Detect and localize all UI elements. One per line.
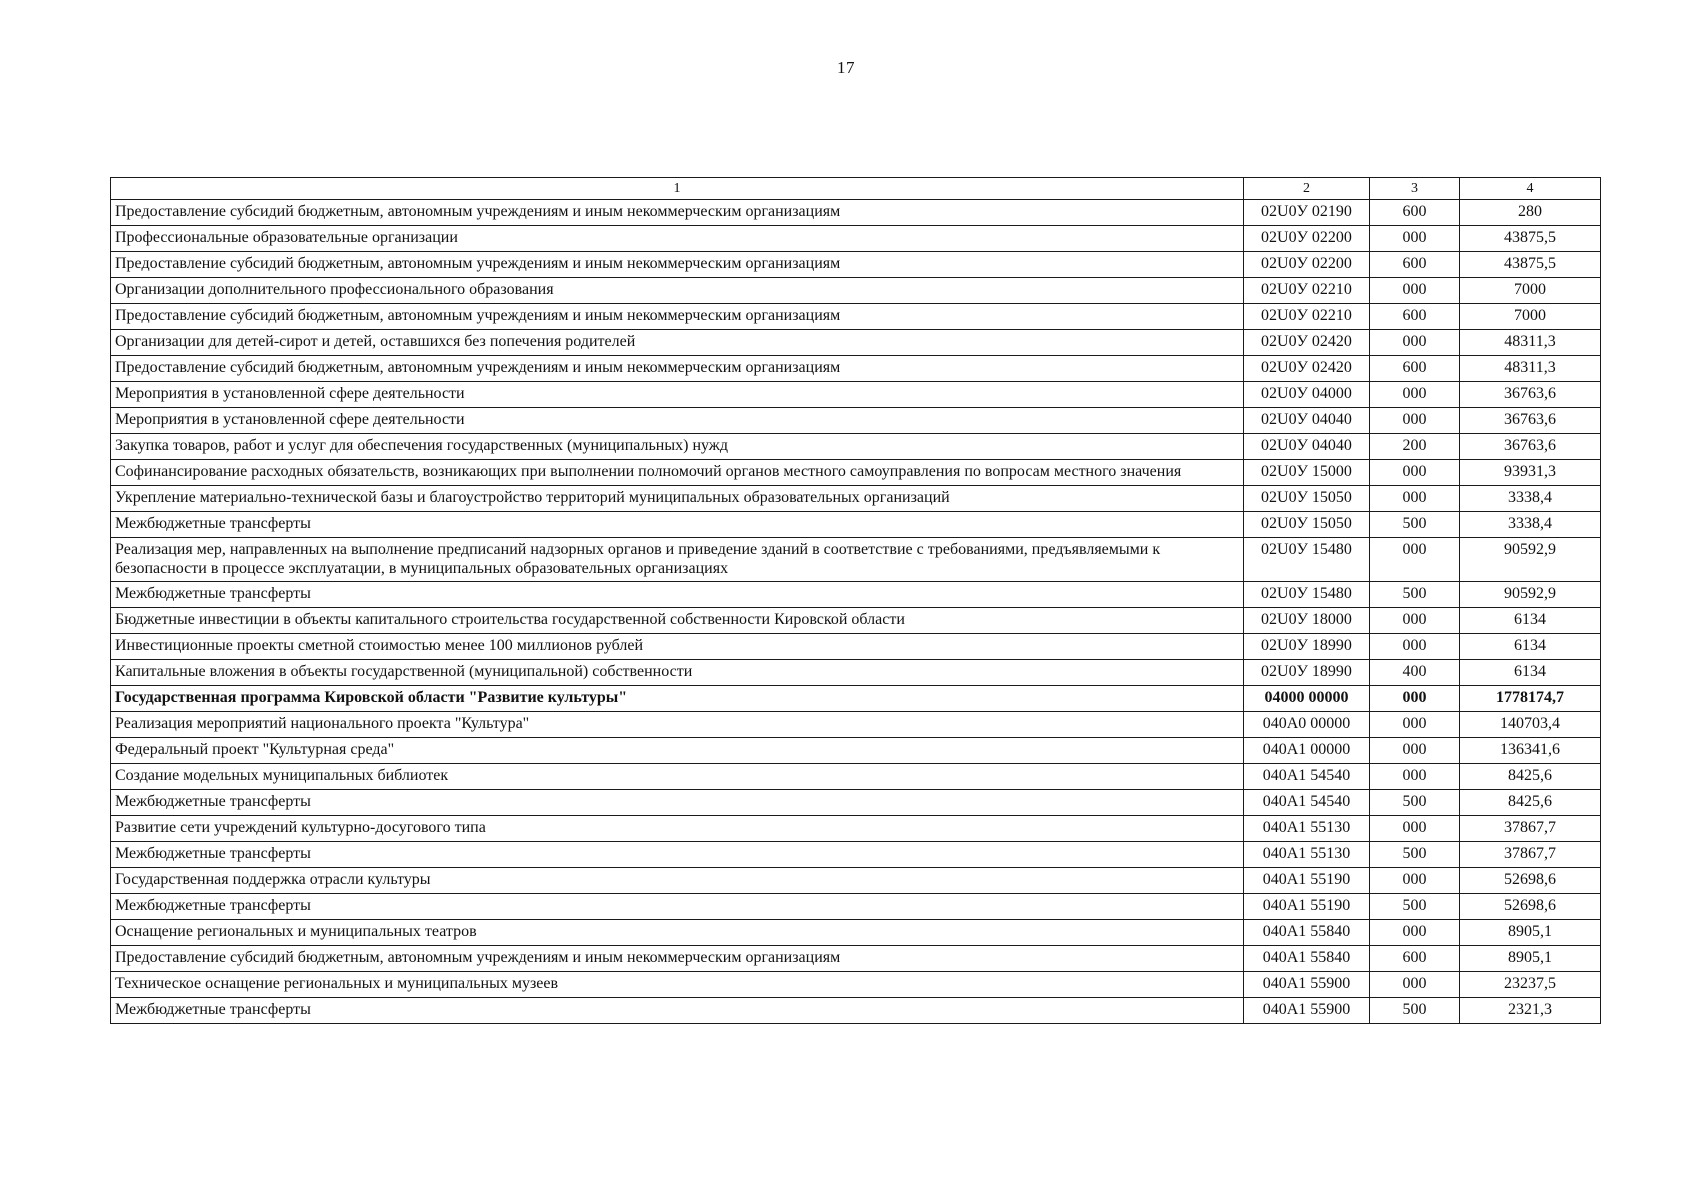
- row-type-cell: 600: [1370, 356, 1460, 382]
- row-code-cell: 02U0У 15050: [1244, 486, 1370, 512]
- table-row: [111, 330, 1601, 356]
- row-type-cell: 600: [1370, 946, 1460, 972]
- row-code-cell: 040A1 00000: [1244, 738, 1370, 764]
- table-row: [111, 790, 1601, 816]
- row-code-cell: 02U0У 18000: [1244, 608, 1370, 634]
- header-col-1: 1: [111, 178, 1244, 200]
- row-sum-cell: 93931,3: [1460, 460, 1601, 486]
- row-sum-cell: 8905,1: [1460, 946, 1601, 972]
- row-name-cell: Мероприятия в установленной сфере деятельности: [111, 408, 1244, 434]
- row-name-cell: Софинансирование расходных обязательств, возникающих при выполнении полномочий органов местного самоуправления по вопросам местного значения: [111, 460, 1244, 486]
- row-name-cell: Мероприятия в установленной сфере деятельности: [111, 382, 1244, 408]
- row-sum-cell: 6134: [1460, 660, 1601, 686]
- table-row: [111, 686, 1601, 712]
- row-type-cell: 600: [1370, 304, 1460, 330]
- table-header-row: [111, 178, 1601, 200]
- row-type-cell: 000: [1370, 738, 1460, 764]
- row-name-cell: Бюджетные инвестиции в объекты капитального строительства государственной собственности Кировской области: [111, 608, 1244, 634]
- table-row: [111, 582, 1601, 608]
- table-row: [111, 738, 1601, 764]
- table-row: [111, 486, 1601, 512]
- row-name-cell: Государственная поддержка отрасли культуры: [111, 868, 1244, 894]
- table-row: [111, 660, 1601, 686]
- row-sum-cell: 36763,6: [1460, 434, 1601, 460]
- row-name-cell: Государственная программа Кировской области "Развитие культуры": [111, 686, 1244, 712]
- row-code-cell: 02U0У 04040: [1244, 434, 1370, 460]
- row-code-cell: 02U0У 02210: [1244, 304, 1370, 330]
- row-type-cell: 000: [1370, 460, 1460, 486]
- row-type-cell: 500: [1370, 512, 1460, 538]
- row-name-cell: Оснащение региональных и муниципальных театров: [111, 920, 1244, 946]
- row-sum-cell: 280: [1460, 200, 1601, 226]
- row-sum-cell: 3338,4: [1460, 512, 1601, 538]
- row-code-cell: 02U0У 15480: [1244, 582, 1370, 608]
- table-row: [111, 538, 1601, 582]
- row-name-cell: Межбюджетные трансферты: [111, 512, 1244, 538]
- table-row: [111, 842, 1601, 868]
- row-code-cell: 02U0У 15000: [1244, 460, 1370, 486]
- row-sum-cell: 43875,5: [1460, 252, 1601, 278]
- row-name-cell: Развитие сети учреждений культурно-досугового типа: [111, 816, 1244, 842]
- row-sum-cell: 7000: [1460, 304, 1601, 330]
- row-type-cell: 000: [1370, 764, 1460, 790]
- row-code-cell: 040A0 00000: [1244, 712, 1370, 738]
- row-type-cell: 000: [1370, 486, 1460, 512]
- row-code-cell: 040A1 55900: [1244, 972, 1370, 998]
- row-sum-cell: 36763,6: [1460, 382, 1601, 408]
- table-row: [111, 764, 1601, 790]
- table-row: [111, 868, 1601, 894]
- row-name-cell: Предоставление субсидий бюджетным, автономным учреждениям и иным некоммерческим организациям: [111, 304, 1244, 330]
- row-name-cell: Капитальные вложения в объекты государственной (муниципальной) собственности: [111, 660, 1244, 686]
- row-sum-cell: 136341,6: [1460, 738, 1601, 764]
- table-row: [111, 382, 1601, 408]
- row-sum-cell: 48311,3: [1460, 356, 1601, 382]
- table-row: [111, 200, 1601, 226]
- row-code-cell: 040A1 55190: [1244, 868, 1370, 894]
- header-col-2: 2: [1244, 178, 1370, 200]
- row-code-cell: 040A1 54540: [1244, 764, 1370, 790]
- row-name-cell: Предоставление субсидий бюджетным, автономным учреждениям и иным некоммерческим организациям: [111, 946, 1244, 972]
- table-row: [111, 252, 1601, 278]
- row-code-cell: 02U0У 15050: [1244, 512, 1370, 538]
- row-name-cell: Предоставление субсидий бюджетным, автономным учреждениям и иным некоммерческим организациям: [111, 200, 1244, 226]
- row-code-cell: 040A1 55130: [1244, 816, 1370, 842]
- table-row: [111, 434, 1601, 460]
- row-type-cell: 000: [1370, 408, 1460, 434]
- row-name-cell: Техническое оснащение региональных и муниципальных музеев: [111, 972, 1244, 998]
- row-sum-cell: 52698,6: [1460, 894, 1601, 920]
- row-type-cell: 000: [1370, 972, 1460, 998]
- row-type-cell: 000: [1370, 712, 1460, 738]
- row-sum-cell: 90592,9: [1460, 582, 1601, 608]
- row-type-cell: 500: [1370, 894, 1460, 920]
- row-code-cell: 040A1 55900: [1244, 998, 1370, 1024]
- row-type-cell: 600: [1370, 252, 1460, 278]
- row-name-cell: Создание модельных муниципальных библиотек: [111, 764, 1244, 790]
- table-row: [111, 920, 1601, 946]
- row-sum-cell: 8425,6: [1460, 790, 1601, 816]
- table-row: [111, 816, 1601, 842]
- row-type-cell: 000: [1370, 816, 1460, 842]
- row-type-cell: 500: [1370, 998, 1460, 1024]
- row-name-cell: Предоставление субсидий бюджетным, автономным учреждениям и иным некоммерческим организациям: [111, 356, 1244, 382]
- table-row: [111, 512, 1601, 538]
- row-type-cell: 500: [1370, 790, 1460, 816]
- row-code-cell: 02U0У 02190: [1244, 200, 1370, 226]
- row-type-cell: 400: [1370, 660, 1460, 686]
- row-sum-cell: 48311,3: [1460, 330, 1601, 356]
- row-type-cell: 000: [1370, 634, 1460, 660]
- table-row: [111, 946, 1601, 972]
- row-name-cell: Межбюджетные трансферты: [111, 842, 1244, 868]
- table-row: [111, 226, 1601, 252]
- row-sum-cell: 1778174,7: [1460, 686, 1601, 712]
- table-row: [111, 408, 1601, 434]
- row-name-cell: Межбюджетные трансферты: [111, 998, 1244, 1024]
- row-type-cell: 000: [1370, 686, 1460, 712]
- row-code-cell: 040A1 55130: [1244, 842, 1370, 868]
- row-type-cell: 500: [1370, 582, 1460, 608]
- table-row: [111, 972, 1601, 998]
- row-code-cell: 02U0У 18990: [1244, 634, 1370, 660]
- table-row: [111, 356, 1601, 382]
- row-sum-cell: 2321,3: [1460, 998, 1601, 1024]
- budget-table: [110, 177, 1601, 1024]
- header-col-3: 3: [1370, 178, 1460, 200]
- row-name-cell: Реализация мер, направленных на выполнение предписаний надзорных органов и приведение зданий в соответствие с требованиями, предъявляемыми к безопасности в процессе эксплуатации, в муниципальных образовательных организациях: [111, 538, 1244, 582]
- row-sum-cell: 43875,5: [1460, 226, 1601, 252]
- row-name-cell: Закупка товаров, работ и услуг для обеспечения государственных (муниципальных) нужд: [111, 434, 1244, 460]
- row-name-cell: Межбюджетные трансферты: [111, 790, 1244, 816]
- header-col-4: 4: [1460, 178, 1601, 200]
- row-type-cell: 000: [1370, 868, 1460, 894]
- table-row: [111, 460, 1601, 486]
- row-sum-cell: 52698,6: [1460, 868, 1601, 894]
- row-name-cell: Федеральный проект "Культурная среда": [111, 738, 1244, 764]
- table-row: [111, 712, 1601, 738]
- table-row: [111, 278, 1601, 304]
- row-code-cell: 040A1 55190: [1244, 894, 1370, 920]
- row-code-cell: 02U0У 02420: [1244, 356, 1370, 382]
- row-code-cell: 040A1 55840: [1244, 920, 1370, 946]
- row-type-cell: 000: [1370, 382, 1460, 408]
- row-type-cell: 000: [1370, 920, 1460, 946]
- row-code-cell: 02U0У 04000: [1244, 382, 1370, 408]
- row-code-cell: 040A1 55840: [1244, 946, 1370, 972]
- table-row: [111, 634, 1601, 660]
- table-row: [111, 304, 1601, 330]
- row-type-cell: 000: [1370, 608, 1460, 634]
- row-name-cell: Инвестиционные проекты сметной стоимостью менее 100 миллионов рублей: [111, 634, 1244, 660]
- row-sum-cell: 36763,6: [1460, 408, 1601, 434]
- row-name-cell: Межбюджетные трансферты: [111, 582, 1244, 608]
- row-sum-cell: 37867,7: [1460, 842, 1601, 868]
- row-sum-cell: 7000: [1460, 278, 1601, 304]
- row-name-cell: Межбюджетные трансферты: [111, 894, 1244, 920]
- row-code-cell: 02U0У 15480: [1244, 538, 1370, 582]
- row-code-cell: 02U0У 02210: [1244, 278, 1370, 304]
- row-code-cell: 02U0У 02200: [1244, 252, 1370, 278]
- row-code-cell: 02U0У 02200: [1244, 226, 1370, 252]
- page-number: 17: [837, 58, 855, 77]
- row-code-cell: 040A1 54540: [1244, 790, 1370, 816]
- table-body: [111, 200, 1601, 1024]
- row-sum-cell: 23237,5: [1460, 972, 1601, 998]
- table-row: [111, 998, 1601, 1024]
- row-type-cell: 000: [1370, 278, 1460, 304]
- row-sum-cell: 140703,4: [1460, 712, 1601, 738]
- row-code-cell: 04000 00000: [1244, 686, 1370, 712]
- row-type-cell: 200: [1370, 434, 1460, 460]
- row-name-cell: Предоставление субсидий бюджетным, автономным учреждениям и иным некоммерческим организациям: [111, 252, 1244, 278]
- row-sum-cell: 8905,1: [1460, 920, 1601, 946]
- row-name-cell: Укрепление материально-технической базы и благоустройство территорий муниципальных образовательных организаций: [111, 486, 1244, 512]
- row-sum-cell: 8425,6: [1460, 764, 1601, 790]
- table-row: [111, 608, 1601, 634]
- row-sum-cell: 37867,7: [1460, 816, 1601, 842]
- table-row: [111, 894, 1601, 920]
- row-type-cell: 000: [1370, 330, 1460, 356]
- row-sum-cell: 90592,9: [1460, 538, 1601, 582]
- row-sum-cell: 6134: [1460, 634, 1601, 660]
- row-type-cell: 500: [1370, 842, 1460, 868]
- row-sum-cell: 6134: [1460, 608, 1601, 634]
- row-type-cell: 000: [1370, 538, 1460, 582]
- row-code-cell: 02U0У 02420: [1244, 330, 1370, 356]
- row-name-cell: Реализация мероприятий национального проекта "Культура": [111, 712, 1244, 738]
- row-name-cell: Организации дополнительного профессионального образования: [111, 278, 1244, 304]
- row-sum-cell: 3338,4: [1460, 486, 1601, 512]
- row-type-cell: 600: [1370, 200, 1460, 226]
- row-name-cell: Профессиональные образовательные организации: [111, 226, 1244, 252]
- row-code-cell: 02U0У 18990: [1244, 660, 1370, 686]
- row-code-cell: 02U0У 04040: [1244, 408, 1370, 434]
- row-type-cell: 000: [1370, 226, 1460, 252]
- row-name-cell: Организации для детей-сирот и детей, оставшихся без попечения родителей: [111, 330, 1244, 356]
